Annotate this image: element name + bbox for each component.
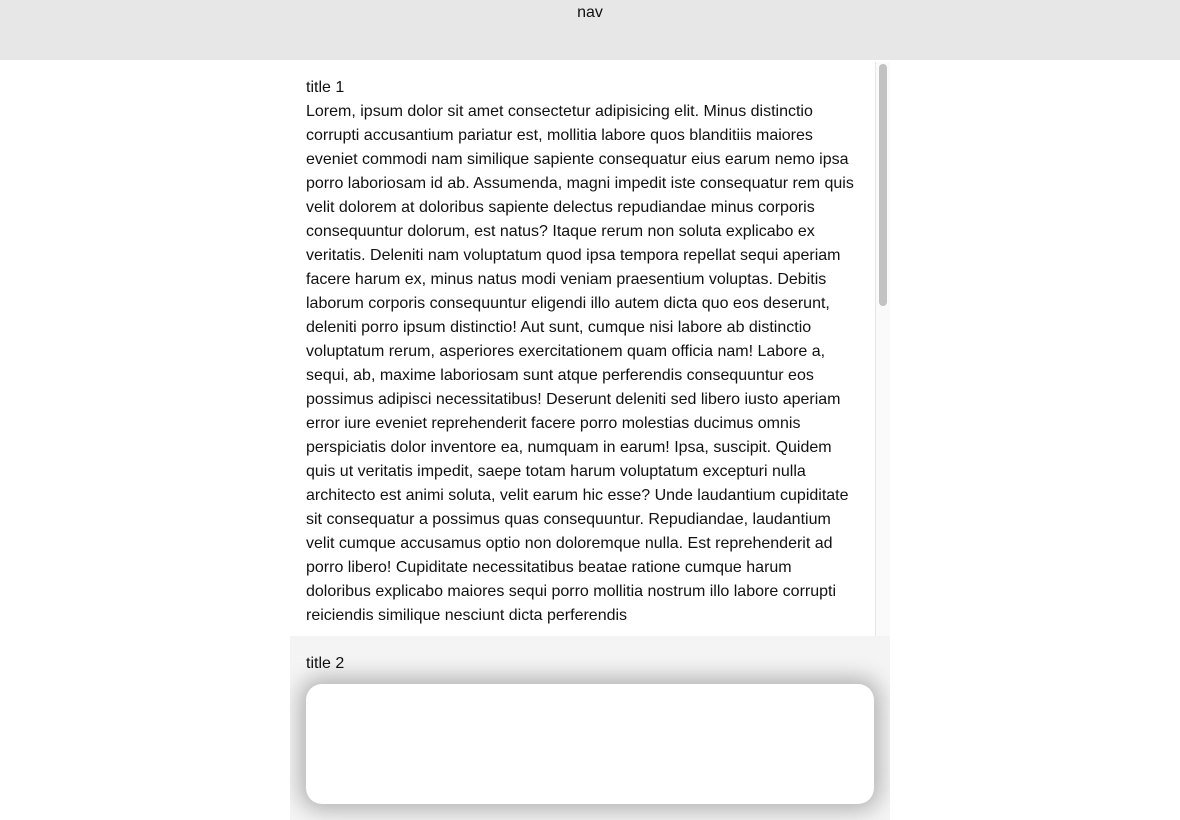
section-title: title 1 xyxy=(306,79,345,96)
bottom-section xyxy=(290,636,890,820)
scroll-section[interactable] xyxy=(290,62,890,636)
section-content xyxy=(306,76,860,628)
nav-bar xyxy=(0,0,1180,60)
nav-label: nav xyxy=(577,4,603,21)
section-body-text: Lorem, ipsum dolor sit amet consectetur adipisicing elit. Minus distinctio corrupti accusantium pariatur est, mollitia labore quos blanditiis maiores eveniet commodi nam similique sapiente consequatur eius earum nemo ipsa porro laboriosam id ab. Assumenda, magni impedit iste consequatur rem quis velit dolorem at doloribus sapiente delectus repudiandae minus corporis consequuntur dolorum, est natus? Itaque rerum non soluta explicabo ex veritatis. Deleniti nam voluptatum quod ipsa tempora repellat sequi aperiam facere harum ex, minus natus modi veniam praesentium voluptas. Debitis laborum corporis consequuntur eligendi illo autem dicta quo eos deserunt, deleniti porro ipsum distinctio! Aut sunt, cumque nisi labore ab distinctio voluptatum rerum, asperiores exercitationem quam officia nam! Labore a, sequi, ab, maxime laboriosam sunt atque perferendis consequuntur eos possimus adipisci necessitatibus! Deserunt deleniti sed libero iusto aperiam error iure eveniet reprehenderit facere porro molestias ducimus omnis perspiciatis dolor inventore ea, numquam in earum! Ipsa, suscipit. Quidem quis ut veritatis impedit, saepe totam harum voluptatum excepturi nulla architecto est animi soluta, velit earum hic esse? Unde laudantium cupiditate sit consequatur a possimus quas consequuntur. Repudiandae, laudantium velit cumque accusamus optio non doloremque nulla. Est reprehenderit ad porro libero! Cupiditate necessitatibus beatae ratione cumque harum doloribus explicabo maiores sequi porro mollitia nostrum illo labore corrupti reiciendis similique nesciunt dicta perferendis xyxy=(306,103,854,624)
scrollbar-thumb[interactable] xyxy=(879,64,887,306)
section-title-2: title 2 xyxy=(306,655,345,672)
scrollbar[interactable] xyxy=(875,62,890,636)
card xyxy=(306,684,874,804)
